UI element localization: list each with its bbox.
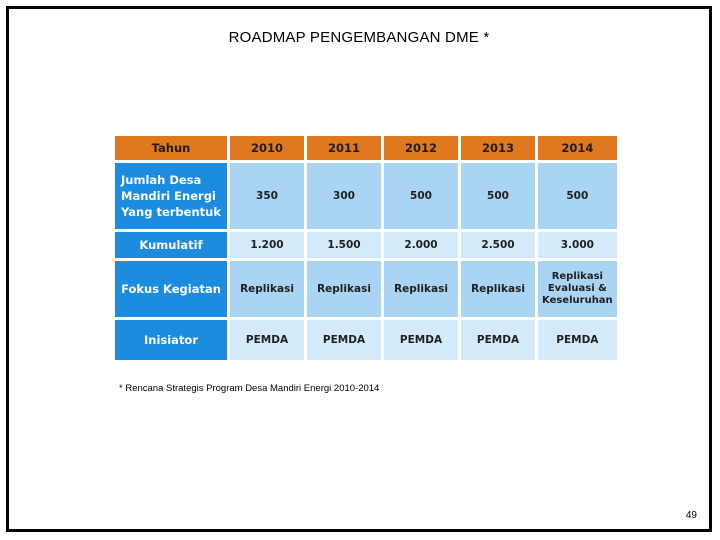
- row-label-kumulatif: Kumulatif: [115, 232, 227, 258]
- table-cell: Replikasi: [461, 261, 535, 317]
- table-cell: 350: [230, 163, 304, 229]
- row-label-fokus-kegiatan: Fokus Kegiatan: [115, 261, 227, 317]
- roadmap-table: [112, 133, 620, 363]
- table-cell: Replikasi: [230, 261, 304, 317]
- header-cell-2013: 2013: [461, 136, 535, 160]
- table-row: [115, 261, 617, 317]
- header-cell-2011: 2011: [307, 136, 381, 160]
- header-cell-2012: 2012: [384, 136, 458, 160]
- table-cell: 500: [384, 163, 458, 229]
- table-row: [115, 232, 617, 258]
- table-cell: 2.500: [461, 232, 535, 258]
- table-cell: 500: [461, 163, 535, 229]
- table-cell: Replikasi: [307, 261, 381, 317]
- table-cell: 300: [307, 163, 381, 229]
- table-cell: PEMDA: [230, 320, 304, 360]
- table-cell: 1.200: [230, 232, 304, 258]
- table-cell: 500: [538, 163, 617, 229]
- slide-frame: [6, 6, 712, 532]
- table-row: [115, 163, 617, 229]
- table-cell: PEMDA: [384, 320, 458, 360]
- row-label-jumlah-desa: Jumlah Desa Mandiri Energi Yang terbentuk: [115, 163, 227, 229]
- page-number: 49: [685, 510, 697, 521]
- footnote: * Rencana Strategis Program Desa Mandiri Energi 2010-2014: [119, 383, 380, 394]
- table-cell: PEMDA: [461, 320, 535, 360]
- table-row: [115, 320, 617, 360]
- table-cell: Replikasi Evaluasi & Keseluruhan: [538, 261, 617, 317]
- table-cell: 1.500: [307, 232, 381, 258]
- table-header-row: [115, 136, 617, 160]
- slide-title: ROADMAP PENGEMBANGAN DME *: [228, 29, 490, 46]
- table-cell: PEMDA: [307, 320, 381, 360]
- table-cell: 3.000: [538, 232, 617, 258]
- header-cell-year-label: Tahun: [115, 136, 227, 160]
- header-cell-2014: 2014: [538, 136, 617, 160]
- row-label-inisiator: Inisiator: [115, 320, 227, 360]
- header-cell-2010: 2010: [230, 136, 304, 160]
- table-cell: 2.000: [384, 232, 458, 258]
- table-cell: Replikasi: [384, 261, 458, 317]
- table-cell: PEMDA: [538, 320, 617, 360]
